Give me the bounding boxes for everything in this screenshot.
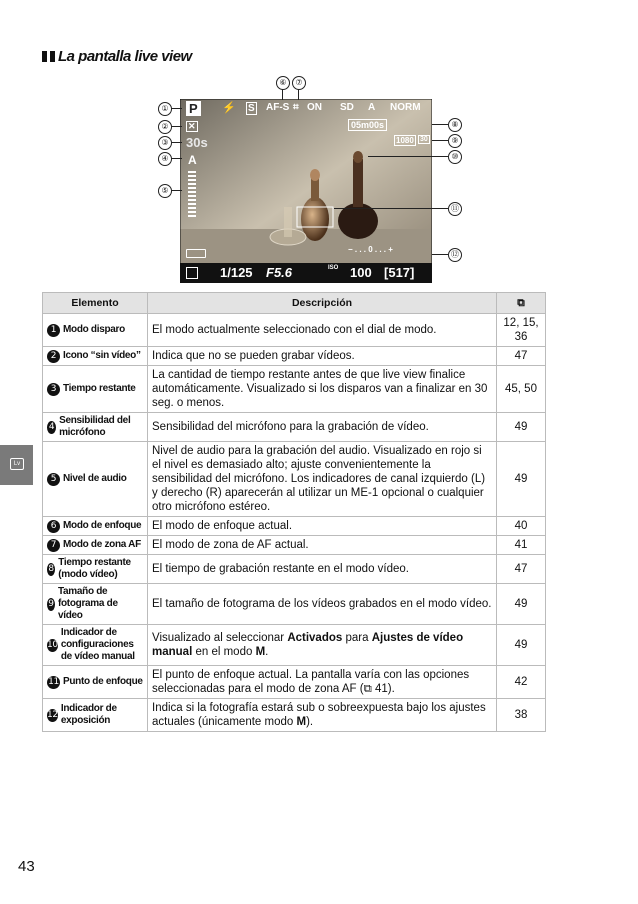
table-row [43,699,546,732]
element-description: El modo de enfoque actual. [148,517,497,536]
item-number: 5 [47,473,60,486]
leader-line [298,89,299,100]
page-reference: 40 [497,517,546,536]
frames-remaining: [517] [384,265,415,280]
page-reference: 49 [497,584,546,625]
element-name: Tiempo restante (modo vídeo) [58,557,131,580]
audio-level-meter [188,171,196,217]
item-number: 8 [48,563,54,574]
table-row [43,366,546,413]
leader-line [368,156,448,157]
flash-icon: ⚡ [222,102,236,114]
description-text: Visualizado al seleccionar [152,632,288,644]
mic-sensitivity: A [188,153,197,167]
element-description: Sensibilidad del micrófono para la grabación de vídeo. [148,413,497,442]
element-description: Indica que no se pueden grabar vídeos. [148,347,497,366]
menu-option-text: Activados [287,632,343,644]
element-name: Modo de zona AF [63,539,141,550]
leader-line [432,140,448,141]
table-header-row [43,293,546,314]
callout-8: ⑧ [448,118,462,132]
page-reference: 41 [497,536,546,555]
element-name: Modo de enfoque [63,520,142,531]
element-name: Indicador de configuraciones de vídeo manual [60,627,135,662]
drive-mode: ON [307,102,322,113]
description-text: . [265,646,269,658]
section-title-text: La pantalla live view [58,48,192,65]
header-page-icon: ⧉ [497,293,546,314]
leader-line [282,89,283,100]
wb-mode: A [368,102,376,113]
header-description: Descripción [148,293,497,314]
callout-3: ③ [158,136,172,150]
table-row [43,625,546,666]
header-element: Elemento [43,293,148,314]
item-number: 2 [47,350,60,363]
page-reference: 49 [497,413,546,442]
element-description [148,699,497,732]
item-number: 1 [47,324,60,337]
item-number: 10 [47,639,58,650]
sample-photo [180,99,432,283]
iso-value: 100 [350,265,372,280]
section-title [42,48,192,65]
callout-7: ⑦ [292,76,306,90]
image-quality: NORM [390,102,421,113]
section-marker-icon [42,51,47,62]
no-movie-icon: ✕ [188,121,196,131]
callout-5: ⑤ [158,184,172,198]
metering-icon [186,267,198,279]
table-row [43,347,546,366]
exposure-indicator: − . . . 0 . . . + [348,245,393,254]
leader-line [171,142,182,143]
page-reference: 12, 15, 36 [497,314,546,347]
leader-line [171,108,182,109]
element-description: Nivel de audio para la grabación del audio. Visualizado en rojo si el nivel es demasiado alto; ajuste convenientemente la sensibilidad del micrófono. Los indicadores de canal izquierdo (L) y derecho (R) aparecerán al utilizar un ME-1 opcional o cualquier otro micrófono estéreo. [148,442,497,517]
page-reference: 49 [497,442,546,517]
section-marker-icon [50,51,55,62]
mode-letter: M [296,716,307,728]
element-name: Tiempo restante [63,383,136,394]
live-view-illustration [148,72,478,288]
af-area-icon: ⌗ [293,102,299,113]
callout-2: ② [158,120,172,134]
callout-11: ⑪ [448,202,462,216]
page-reference: 49 [497,625,546,666]
description-text: en el modo [192,646,256,658]
callout-6: ⑥ [276,76,290,90]
element-name: Sensibilidad del micrófono [59,415,131,438]
frame-size: 1080 [396,136,414,145]
iso-label: ISO [328,265,339,271]
page-reference: 47 [497,347,546,366]
item-number: 9 [48,598,54,609]
description-text: ). [306,716,314,728]
time-remaining: 30s [186,135,208,150]
leader-line [432,254,448,255]
element-description: El modo de zona de AF actual. [148,536,497,555]
element-description: El punto de enfoque actual. La pantalla varía con las opciones seleccionadas para el modo de zona AF (⧉ 41). [148,666,497,699]
leader-line [171,126,182,127]
element-description: La cantidad de tiempo restante antes de que live view finalice automáticamente. Visualizado si los disparos van a finalizar en 30 seg. o menos. [148,366,497,413]
live-view-icon: Lv [10,458,24,470]
element-name: Indicador de exposición [60,703,117,726]
element-description: El modo actualmente seleccionado con el dial de modo. [148,314,497,347]
table-row [43,442,546,517]
element-name: Icono “sin vídeo” [63,350,141,361]
card-icon: SD [340,102,354,113]
item-number: 11 [48,676,59,687]
callout-9: ⑨ [448,134,462,148]
element-description: El tiempo de grabación restante en el modo vídeo. [148,555,497,584]
page-number: 43 [18,858,35,875]
element-name: Nivel de audio [63,473,127,484]
menu-item-text: Ajustes de vídeo manual [152,632,464,658]
leader-line [432,124,448,125]
table-row [43,314,546,347]
item-number: 7 [47,539,60,552]
table-row [43,536,546,555]
battery-icon [186,249,206,258]
page-reference: 45, 50 [497,366,546,413]
callout-10: ⑩ [448,150,462,164]
lcd-screen [180,99,432,283]
chapter-tab [0,445,33,485]
shooting-mode: P [186,101,201,116]
element-name: Punto de enfoque [63,676,143,687]
callout-4: ④ [158,152,172,166]
callout-1: ① [158,102,172,116]
table-row [43,413,546,442]
aperture: F5.6 [266,265,293,280]
page-reference: 38 [497,699,546,732]
frames-remaining-value: 517 [388,265,411,280]
item-number: 3 [47,383,60,396]
item-number: 4 [48,421,55,432]
leader-line [171,158,182,159]
element-description [148,625,497,666]
table-row [43,517,546,536]
element-name: Tamaño de fotograma de vídeo [57,586,118,621]
page-reference: 42 [497,666,546,699]
shutter-mode-icon: S [248,103,255,114]
leader-line [171,190,182,191]
page-reference: 47 [497,555,546,584]
description-text: para [342,632,372,644]
table-row [43,584,546,625]
af-mode: AF-S [266,102,290,113]
frame-rate: 30 [420,136,428,143]
element-description: El tamaño de fotograma de los vídeos grabados en el modo vídeo. [148,584,497,625]
mode-letter: M [255,646,266,658]
table-row [43,555,546,584]
element-name: Modo disparo [63,324,125,335]
leader-line [334,208,448,209]
movie-rec-time: 05m00s [348,119,387,131]
item-number: 12 [47,709,58,720]
description-text: Indica si la fotografía estará sub o sobreexpuesta bajo los ajustes actuales (únicamente modo [152,702,486,728]
item-number: 6 [47,520,60,533]
table-row [43,666,546,699]
legend-table [42,292,546,732]
shutter-speed: 1/125 [220,265,253,280]
callout-12: ⑫ [448,248,462,262]
